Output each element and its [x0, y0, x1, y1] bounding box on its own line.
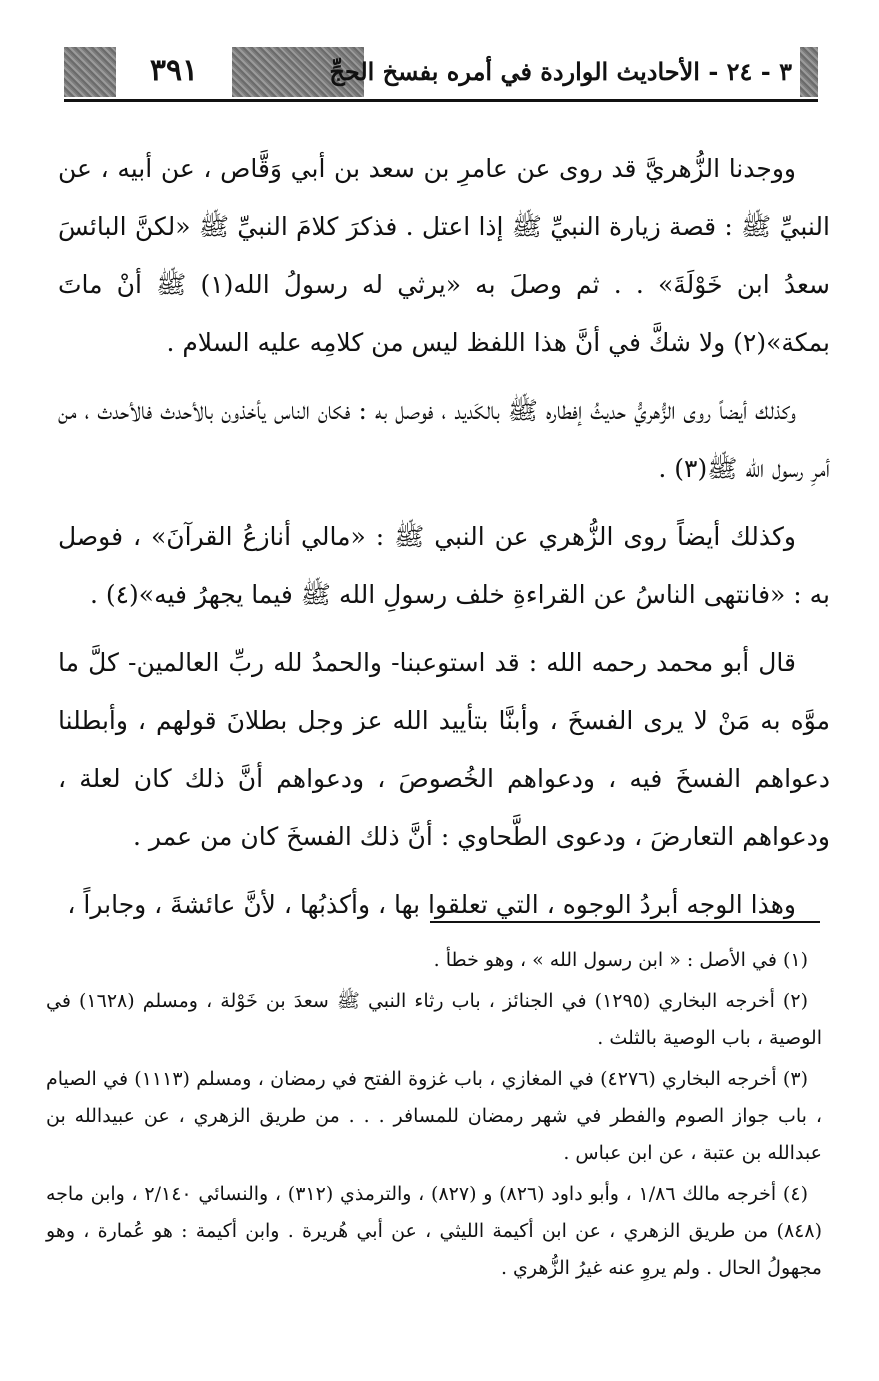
- header-rule: [64, 99, 818, 102]
- page-number: ٣٩١: [149, 53, 199, 88]
- running-header: [64, 47, 818, 101]
- paragraph-5: وهذا الوجه أبردُ الوجوه ، التي تعلقوا بها ، وأكذبُها ، لأنَّ عائشةَ ، وجابراً ،: [67, 890, 796, 919]
- footnotes: [46, 942, 822, 1291]
- footnote-separator: [430, 921, 820, 923]
- paragraph-4: قال أبو محمد رحمه الله : قد استوعبنا- والحمدُ لله ربِّ العالمين- كلَّ ما موَّه به مَنْ لا يرى الفسخَ ، وأبنَّا بتأييد الله عز وجل بطلانَ قولهم ، وأبطلنا دعواهم الفسخَ فيه ، ودعواهم الخُصوصَ ، ودعواهم أنَّ ذلك كان لعلة ، ودعواهم التعارضَ ، ودعوى الطَّحاوي : أنَّ ذلك الفسخَ كان من عمر .: [58, 648, 830, 851]
- paragraph-1: ووجدنا الزُّهريَّ قد روى عن عامرِ بن سعد بن أبي وَقَّاص ، عن أبيه ، عن النبيِّ ﷺ : قصة زيارة النبيِّ ﷺ إذا اعتل . فذكرَ كلامَ النبيِّ ﷺ «لكنَّ البائسَ سعدُ ابن خَوْلَةَ» . . ثم وصلَ به «يرثي له رسولُ الله(١) ﷺ أنْ ماتَ بمكة»(٢) ولا شكَّ في أنَّ هذا اللفظ ليس من كلامِه عليه السلام .: [58, 154, 830, 357]
- footnote-3: (٣) أخرجه البخاري (٤٢٧٦) في المغازي ، باب غزوة الفتح في رمضان ، ومسلم (١١١٣) في الصيام ، باب جواز الصوم والفطر في شهر رمضان للمسافر . . . من طريق الزهري ، عن عبيدالله بن عبدالله بن عتبة ، عن ابن عباس .: [46, 1068, 822, 1164]
- header-shade-left: [64, 47, 116, 97]
- paragraph-2: وكذلك أيضاً روى الزُّهريُّ حديثُ إفطاره ﷺ بالكَديد ، فوصل به : فكان الناس يأخذون بالأحدث فالأحدث ، من أمرِ رسول الله ﷺ(٣) .: [58, 396, 830, 483]
- footnote-1: (١) في الأصل : « ابن رسول الله » ، وهو خطأ .: [433, 949, 808, 971]
- header-shade-right: [800, 47, 818, 97]
- running-title: ٣ - ٢٤ - الأحاديث الواردة في أمره بفسخ الحجِّ: [329, 57, 792, 86]
- footnote-4: (٤) أخرجه مالك ١/٨٦ ، وأبو داود (٨٢٦) و (٨٢٧) ، والترمذي (٣١٢) ، والنسائي ٢/١٤٠ ، وابن ماجه (٨٤٨) من طريق الزهري ، عن ابن أكيمة الليثي ، عن أبي هُريرة . وابن أكيمة : هو عُمارة ، وهو مجهولُ الحال . ولم يروِ عنه غيرُ الزُّهري .: [46, 1183, 822, 1279]
- paragraph-3: وكذلك أيضاً روى الزُّهري عن النبي ﷺ : «مالي أنازعُ القرآنَ» ، فوصل به : «فانتهى الناسُ عن القراءةِ خلف رسولِ الله ﷺ فيما يجهرُ فيه»(٤) .: [58, 522, 830, 609]
- footnote-2: (٢) أخرجه البخاري (١٢٩٥) في الجنائز ، باب رثاء النبي ﷺ سعدَ بن خَوْلة ، ومسلم (١٦٢٨) في الوصية ، باب الوصية بالثلث .: [46, 990, 822, 1049]
- main-text: [58, 140, 830, 944]
